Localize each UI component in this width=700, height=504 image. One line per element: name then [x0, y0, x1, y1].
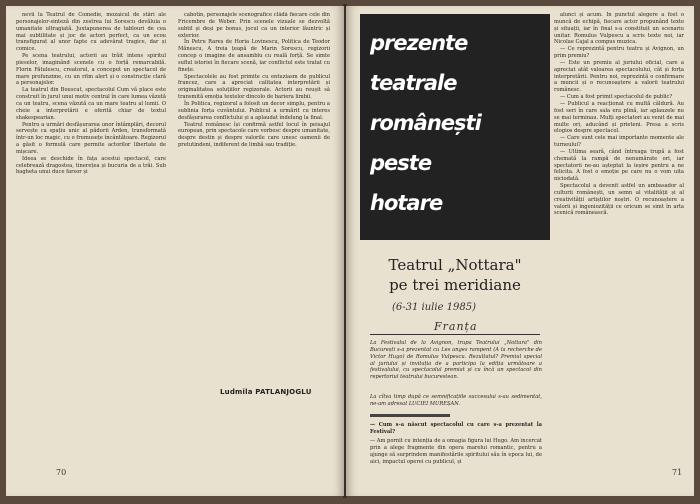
right-col-paragraph: — Cum a fost primit spectacolul de public? — [560, 94, 673, 101]
page-number-left: 70 — [56, 468, 67, 477]
byline: Ludmila PATLANJOGLU — [220, 388, 312, 396]
left-col2-paragraph: În Petru Rareș de Horia Lovinescu, Politica de Teodor Mănescu, A treia țeapă de Marin Sorescu, regizorii concep o imagine de ansamblu cu reală forță. Se simte suflul istoriei în fiecare scenă, iar conflictul este tratat cu finețe. — [178, 39, 330, 73]
divider-bar — [370, 414, 450, 417]
right-col-paragraph: — Este un premiu al juriului oficial, care a apreciat atât valoarea spectacolului, cât și forța interpretării. Pentru noi, reprezintă o confirmare a muncii și o recunoaștere a valorii teatrului românesc. — [554, 59, 684, 94]
left-column-1 — [16, 12, 166, 420]
banner-line-3: românești — [370, 111, 481, 135]
answer-1: — Am pornit cu intenția de a omagia figura lui Hugo. Am încercat prin a alege fragmente din opera marelui romantic, pentru a ajunge să surprindem manifestările spiritului său în epoca lui, de aici, impactul operei cu publicul, și — [370, 438, 542, 465]
left-column-2 — [178, 12, 330, 386]
right-col-paragraph: — Care sunt cele mai importante momente ale turneului? — [554, 135, 684, 149]
divider-rule — [370, 334, 540, 335]
country-label: Franța — [434, 320, 478, 333]
right-col-paragraph: — Ce reprezintă pentru teatru și Avignon, un prim premiu? — [554, 46, 684, 60]
left-col1-paragraph: Pe scena teatrului, actorii au trăit intens spiritul pieselor, imaginând scenele cu o forță remarcabilă. Florin Fătulescu, creatorul, a conceput un spectacol de mare profunzime, cu un ritm alert și o construcție clară a personajelor. — [16, 53, 166, 87]
banner-line-2: teatrale — [370, 71, 457, 95]
page-number-right: 71 — [672, 468, 683, 477]
right-column — [554, 12, 684, 452]
banner-line-5: hotare — [370, 191, 443, 215]
left-col1-paragraph: nevii la Teatrul de Comedie, mozaicul de stări ale personajelor-sinteză din zestrea lui Sorescu devăluia o umanitate ultragiată. Juxtapunerea de tablouri de cea mai subtilitate și joc de actori perfect, ca un ecou transfigurat al unor fapte cu adevărat tragice, dar și comice. — [16, 12, 166, 53]
banner-line-1: prezente — [370, 31, 468, 55]
banner-line-4: peste — [370, 151, 432, 175]
right-col-paragraph: alunci și acum. În punctul alegere a fost o muncă de echipă, fiecare actor propunând texte și situații, iar în final s-a constituit un scenariu unitar. Romulus Vulpescu a scris texte noi, iar Nicolae Cajal a compus muzica. — [554, 12, 684, 46]
article-intro: La Festivalul de la Avignon, trupa Teatrului „Nottara" din București s-a prezentat cu Les anges rampent (A la recherche de Victor Hugo) de Romulus Vulpescu. Rezultatul? Premiul special al juriului și invitația de a participa la ediția următoare a festivalului, cu spectacolul premiat și cu încă un spectacol din repertoriul teatrului bucurestean. — [370, 340, 542, 381]
left-col1-paragraph: Pentru a urmări desfășurarea unor întâmplări, decorul servește ca spațiu unic al pădurii Arden, transformată într-un loc magic, cu o frumusețe încântătoare. Regizorul a găsit o formulă care permite actorilor libertate de mișcare. — [16, 121, 166, 155]
right-page — [346, 6, 694, 496]
section-banner — [360, 14, 550, 240]
right-col-paragraph: Spectacolul a devenit astfel un ambasador al culturii românești, un semn al vitalității și al creativității artiștilor noștri. O recunoaștere a valorii și ingeniozității ce oricum se simt în arta scenică românească. — [554, 183, 684, 217]
left-col2-paragraph: cabotin, personajele scenografice clădă fiecare cele din Fricembre de Weber. Prin scenele vizuale se dezvoltă subtil și deși pe bonus, jocul ca un interior lăuntric și exterior. — [178, 12, 330, 39]
question-1: — Cum s-a născut spectacolul cu care s-a prezentat la Festival? — [370, 422, 542, 435]
left-col1-paragraph: La teatrul din Bouscat, spectacolul Cum vă place este construit în jurul unui motiv central în care lumea văzută ca un teatru, scena văzută ca un mare teatru al lumii. O cheie a interpretării e oferită chiar de textul shakespearian. — [16, 87, 166, 121]
right-col-paragraph: — Ultima seară, când întreaga trupă a fost chemată la rampă de nenumărate ori, iar spectatorii ne-au așteptat la ieșire pentru a ne felicita. A fost o emoție pe care nu o vom uita niciodată. — [554, 148, 684, 183]
left-col1-paragraph: Ideea se deschide în fața acestui spectacol, care celebrează dragostea, tinerețea și bucuria de a trăi. Sub bagheta unui duce farsor și — [16, 155, 166, 176]
left-col2-paragraph: Spectacolele au fost primite cu entuziasm de publicul francez, care a apreciat calitatea interpretării și originalitatea soluțiilor regizorale. Actorii au reușit să transmită emoția textelor dincolo de bariera limbii. — [178, 73, 330, 101]
left-col2-paragraph: În Politica, regizorul a folosit un decor simplu, pentru a sublinia forța cuvântului. Publicul a urmărit cu interes desfășurarea conflictului și a aplaudat îndelung la final. — [178, 100, 330, 121]
article-title-line-2: pe trei meridiane — [389, 276, 521, 294]
left-page — [6, 6, 344, 496]
right-col-paragraph: — Publicul a reacționat cu multă căldură. Au fost seri în care sala era plină, iar aplauzele nu se mai terminau. Mulți spectatori au venit de mai multe ori, aducând și prieteni. Presa a scris elogios despre spectacol. — [554, 100, 684, 135]
article-intro-2: La cîtva timp după ce semnificațiile succesului s-au sedimentat, ne-am adresat LUCIEI MUREȘAN. — [370, 394, 542, 407]
tour-dates: (6-31 iulie 1985) — [392, 302, 477, 313]
left-col2-paragraph: Teatrul românesc își confirmă astfel locul în peisajul european, prin spectacole care vorbesc despre umanitate, despre destin și despre valorile care unesc oamenii de pretutindeni, indiferent de limbă sau tradiție. — [178, 121, 330, 149]
article-title-line-1: Teatrul „Nottara" — [388, 256, 522, 274]
